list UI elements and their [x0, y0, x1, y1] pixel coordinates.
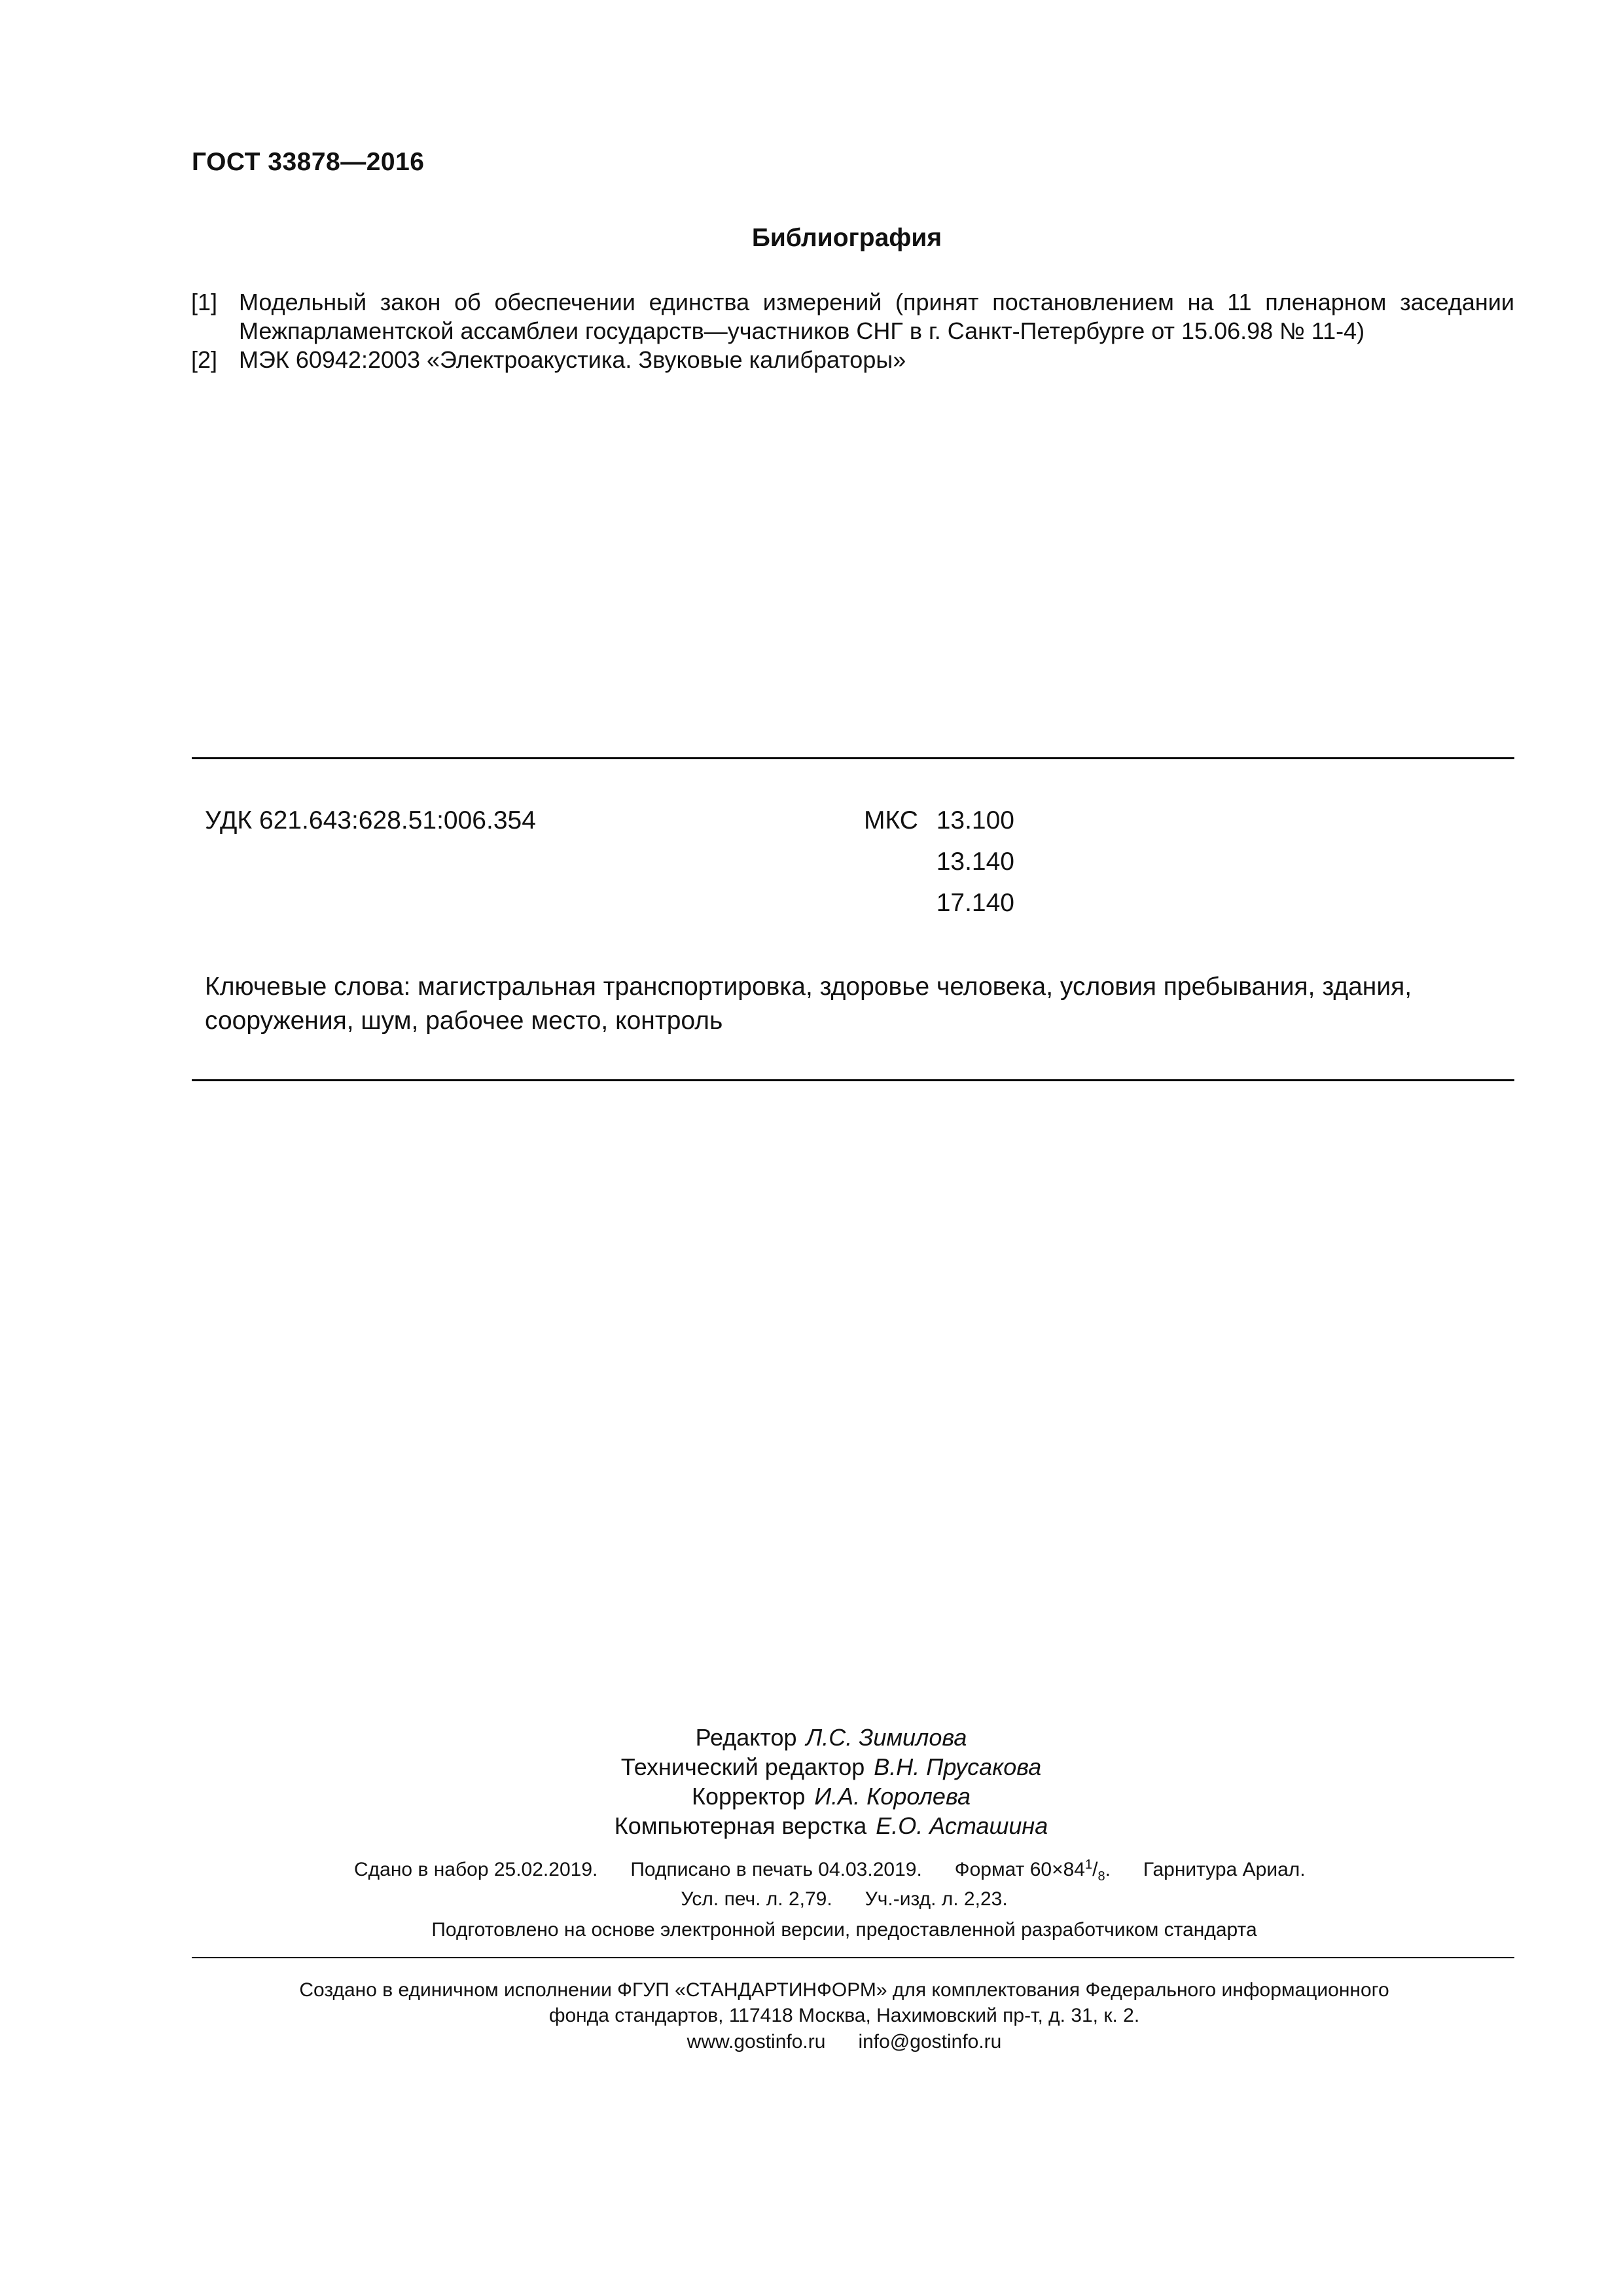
staff-name: Е.О. Асташина [876, 1812, 1048, 1839]
staff-name: И.А. Королева [814, 1783, 971, 1810]
bibliography-item-text: МЭК 60942:2003 «Электроакустика. Звуковые калибраторы» [239, 346, 906, 373]
bibliography-item-number: [1] [191, 289, 218, 315]
top-rule [192, 757, 1514, 759]
created-note-line2: фонда стандартов, 117418 Москва, Нахимовский пр-т, д. 31, к. 2. [548, 2005, 1140, 2026]
print-sheets: Усл. печ. л. 2,79. Уч.-изд. л. 2,23. [681, 1888, 1008, 1910]
prepared-note: Подготовлено на основе электронной версии, предоставленной разработчиком стандарта [431, 1919, 1257, 1941]
mks-code: 13.140 [936, 848, 1014, 876]
signed-date: Подписано в печать 04.03.2019. [630, 1859, 922, 1880]
staff-line [0, 1812, 1623, 1840]
bibliography-item-number: [2] [191, 346, 218, 373]
staff-line [0, 1753, 1623, 1781]
staff-name: В.Н. Прусакова [874, 1753, 1042, 1780]
contacts [0, 2031, 1623, 2053]
bibliography-item [191, 288, 1514, 346]
bibliography-item-text: Модельный закон об обеспечении единства измерений (принят постановлением на 11 пленарном заседании Межпарламентской ассамблеи государств—участников СНГ в г. Санкт-Петербурге от 15.06.98 № 11-4) [239, 289, 1514, 344]
typeface: Гарнитура Ариал. [1143, 1859, 1306, 1880]
mks-code: 17.140 [936, 889, 1014, 917]
submitted-date: Сдано в набор 25.02.2019. [354, 1859, 598, 1880]
bibliography-title: Библиография [751, 224, 942, 252]
staff-role: Корректор [692, 1783, 806, 1810]
bibliography-item [191, 346, 1514, 374]
mks-label: МКС [864, 806, 918, 834]
created-note-line1: Создано в единичном исполнении ФГУП «СТАНДАРТИНФОРМ» для комплектования Федерального информационного [299, 1979, 1389, 2001]
imprint-line [354, 1857, 1306, 1884]
udk-code: УДК 621.643:628.51:006.354 [205, 806, 536, 834]
staff-role: Технический редактор [620, 1753, 865, 1780]
staff-role: Компьютерная верстка [614, 1812, 867, 1839]
document-code: ГОСТ 33878—2016 [192, 148, 425, 176]
imprint-rule [192, 1957, 1514, 1958]
website-link[interactable]: www.gostinfo.ru [687, 2031, 826, 2053]
format: Формат $60\times 84^1/_8$. [954, 1857, 1111, 1884]
staff-line [0, 1724, 1623, 1751]
staff-line [0, 1783, 1623, 1810]
bottom-rule [192, 1079, 1514, 1081]
mks-code: 13.100 [936, 806, 1014, 834]
keywords: Ключевые слова: магистральная транспортировка, здоровье человека, условия пребывания, здания, сооружения, шум, рабочее место, контроль [205, 973, 1412, 1035]
staff-role: Редактор [695, 1724, 797, 1751]
email-link[interactable]: info@gostinfo.ru [858, 2031, 1002, 2053]
staff-name: Л.С. Зимилова [806, 1724, 967, 1751]
bibliography-list [191, 288, 1514, 374]
